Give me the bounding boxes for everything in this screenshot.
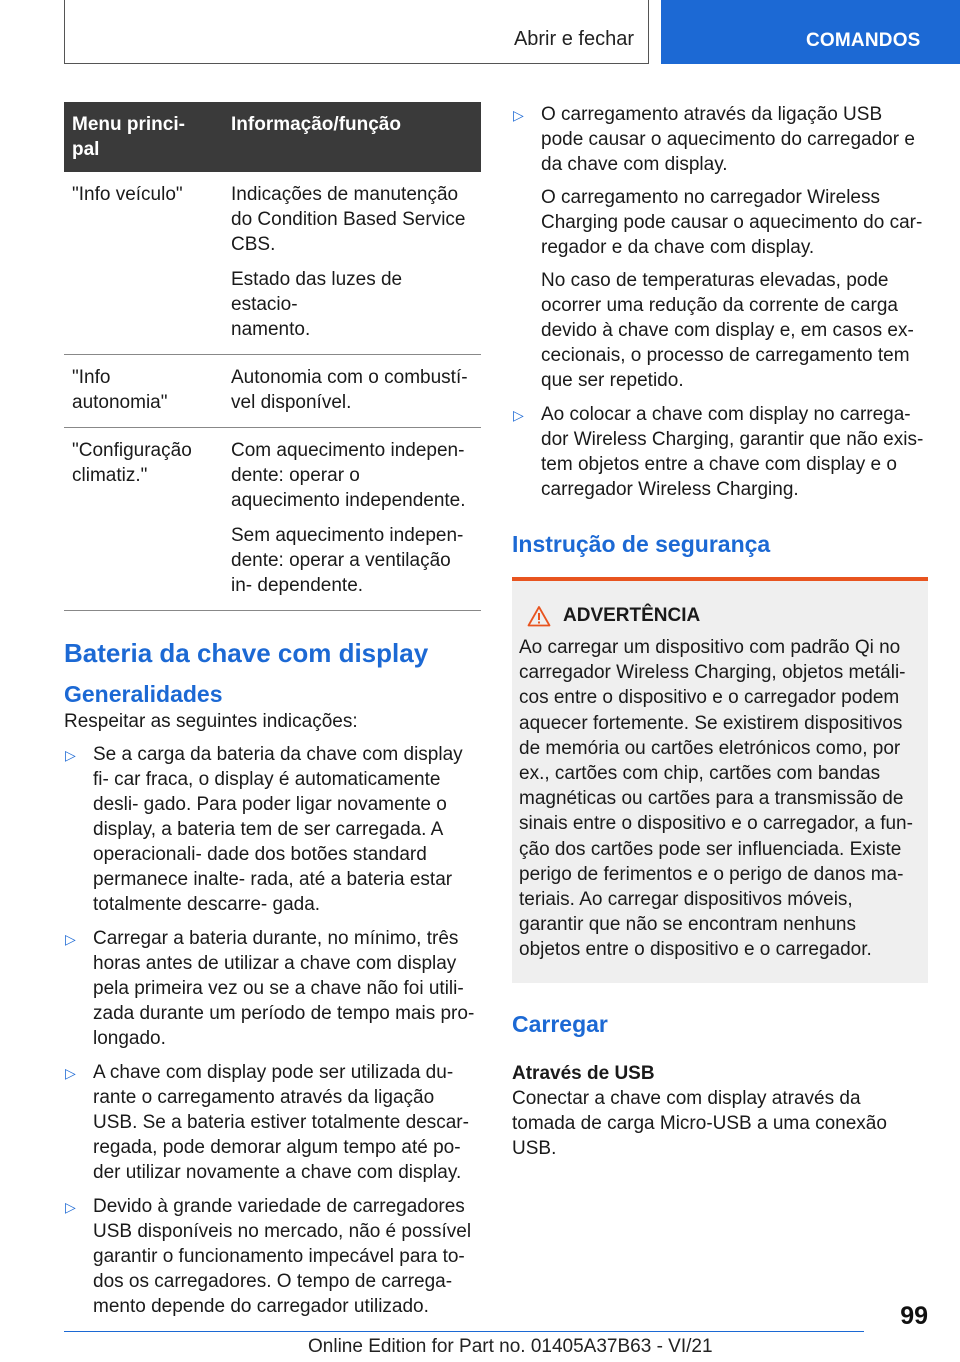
warning-triangle-icon <box>527 605 551 627</box>
table-row <box>64 355 481 428</box>
section-title: Bateria da chave com display <box>64 638 429 668</box>
warning-title: ADVERTÊNCIA <box>563 605 701 626</box>
table-header-menu: Menu princi- pal <box>64 102 223 172</box>
triangle-right-icon: ▷ <box>65 931 76 947</box>
triangle-right-icon: ▷ <box>65 747 76 763</box>
list-item-extra: No caso de temperaturas elevadas, pode ocorrer uma redução da corrente de carga devido à chave com display e, em casos ex- cecionais, o processo de carregamento tem que ser repetido. <box>541 270 914 391</box>
right-column <box>512 102 928 1161</box>
table-cell-info <box>223 172 481 355</box>
list-item: ▷ Ao colocar a chave com display no carrega- dor Wireless Charging, garantir que não exis- tem objetos entre a chave com display e o carregador Wireless Charging. <box>513 404 924 500</box>
warning-text: Ao carregar um dispositivo com padrão Qi no carregador Wireless Charging, objetos metáli- cos entre o dispositivo e o carregador podem aquecer fortemente. Se existirem dispositivos de memória ou cartões eletrónicos como, por ex., cartões com chip, cartões com bandas magnéticas ou cartões para a transmissão de sinais entre o dispositivo e o carregador, a fun- ção dos cartões pode ser influenciada. Existe perigo de ferimentos e o perigo de danos ma- teriais. Ao carregar dispositivos móveis, garantir que não se encontram nenhuns objetos entre o dispositivo e o carregador. <box>519 637 913 961</box>
continued-list <box>512 102 928 502</box>
warning-header <box>519 605 921 627</box>
left-column <box>64 102 481 1328</box>
list-item: ▷ O carregamento através da ligação USB pode causar o aquecimento do carregador e da chave com display. O carregamento no carregador Wireless Charging pode causar o aquecimento do car- regador e da chave com display. No caso de temperaturas elevadas, pode ocorrer uma redução da corrente de carga devido à chave com display e, em casos ex- cecionais, o processo de carregamento tem que ser repetido. <box>512 102 928 393</box>
generalidades-list <box>64 742 481 1319</box>
table-cell-text: Sem aquecimento indepen- dente: operar a ventilação in- dependente. <box>231 525 464 596</box>
list-item: ▷ A chave com display pode ser utilizada du- rante o carregamento através da ligação USB. Se a bateria estiver totalmente descar- regada, pode demorar algum tempo até po- der utilizar novamente a chave com display. <box>65 1062 469 1183</box>
triangle-right-icon: ▷ <box>513 407 524 423</box>
header-section-box <box>64 0 649 64</box>
header-section-title: Abrir e fechar <box>513 28 634 50</box>
warning-box <box>512 577 928 983</box>
table-cell-menu: "Configuração climatiz." <box>64 428 223 611</box>
header-chapter-title: COMANDOS <box>806 30 921 51</box>
list-item: ▷ Devido à grande variedade de carregadores USB disponíveis no mercado, não é possível garantir o funcionamento impecável para to- dos os carregadores. O tempo de carrega- mento depende do carregador utilizado. <box>65 1196 472 1317</box>
table-cell-text: Autonomia com o combustí- vel disponível. <box>231 367 468 413</box>
carregar-text: Conectar a chave com display através da tomada de carga Micro-USB a uma conexão USB. <box>512 1087 887 1159</box>
list-item-extra: O carregamento no carregador Wireless Charging pode causar o aquecimento do car- regador e da chave com display. <box>541 187 923 258</box>
seguranca-title: Instrução de segurança <box>512 531 771 557</box>
table-header-row <box>64 102 481 172</box>
carregar-subtitle: Através de USB <box>512 1062 655 1084</box>
table-cell-menu: "Info autonomia" <box>64 355 223 428</box>
menu-table <box>64 102 481 611</box>
footer-divider <box>64 1331 864 1332</box>
table-header-info: Informação/função <box>223 102 481 172</box>
table-row <box>64 428 481 611</box>
table-cell-menu: "Info veículo" <box>64 172 223 355</box>
carregar-title: Carregar <box>512 1010 608 1037</box>
table-cell-text: Estado das luzes de estacio- namento. <box>231 269 403 340</box>
triangle-right-icon: ▷ <box>65 1199 76 1215</box>
table-cell-info <box>223 355 481 428</box>
generalidades-title: Generalidades <box>64 681 223 707</box>
triangle-right-icon: ▷ <box>65 1065 76 1081</box>
list-item: ▷ Se a carga da bateria da chave com display fi- car fraca, o display é automaticamente desli- gado. Para poder ligar novamente o display, a bateria tem de ser carregada. A operacionali- dade dos botões standard permanece inalte- rada, até a bateria estar totalmente descarre- gada. <box>65 744 463 915</box>
triangle-right-icon: ▷ <box>513 107 524 123</box>
generalidades-intro: Respeitar as seguintes indicações: <box>64 711 358 732</box>
table-cell-text: Com aquecimento indepen- dente: operar o aquecimento independente. <box>231 440 466 511</box>
table-row <box>64 172 481 355</box>
header-chapter-box <box>661 0 960 64</box>
table-cell-text: Indicações de manutenção do Condition Based Service CBS. <box>231 184 466 255</box>
footer-edition: Online Edition for Part no. 01405A37B63 - VI/21 <box>308 1336 713 1357</box>
table-cell-info <box>223 428 481 611</box>
page-number: 99 <box>900 1302 928 1330</box>
list-item: ▷ Carregar a bateria durante, no mínimo, três horas antes de utilizar a chave com display pela primeira vez ou se a chave não foi utili- zada durante um período de tempo mais pro- longado. <box>65 928 475 1049</box>
